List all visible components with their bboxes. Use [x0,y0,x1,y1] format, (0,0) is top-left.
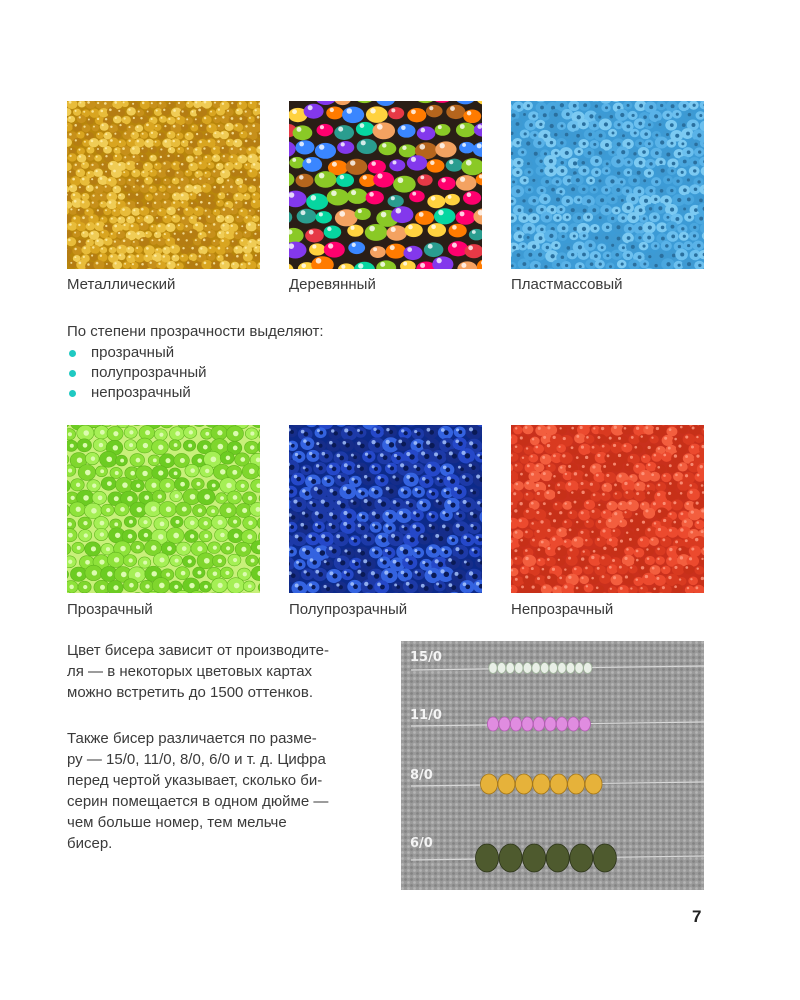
page-number: 7 [692,907,702,926]
wooden-beads-photo [289,101,482,269]
list-item: полупрозрачный [67,363,207,383]
metallic-beads-photo [67,101,260,269]
bead-sizes-photo [401,641,704,890]
bullet-icon [69,390,76,397]
wooden-caption: Деревянный [289,276,376,293]
paragraph-color: Цвет бисера зависит от производите- ля — в некоторых цветовых картах можно встретить до 1500 оттенков. [67,642,330,701]
size-label-15-0: 15/0 [410,650,442,665]
plastic-beads-photo [511,101,704,269]
transparent-caption: Прозрачный [67,601,153,618]
semitransparent-caption: Полупрозрачный [289,601,408,618]
metallic-caption: Металлический [67,276,176,293]
bullet-icon [69,370,76,377]
opaque-caption: Непрозрачный [511,601,614,618]
semitransparent-beads-photo [289,425,482,593]
transparency-heading: По степени прозрачности выделяют: [67,323,324,340]
list-item: прозрачный [67,343,207,363]
transparency-list [67,343,207,403]
opaque-beads-photo [511,425,704,593]
paragraph-size: Также бисер различается по разме- ру — 15/0, 11/0, 8/0, 6/0 и т. д. Цифра перед чертой указывает, сколько би- серин помещается в одном дюйме — чем больше номер, тем мельче бисер. [67,730,329,852]
transparent-beads-photo [67,425,260,593]
bullet-icon [69,350,76,357]
plastic-caption: Пластмассовый [511,276,623,293]
size-label-8-0: 8/0 [410,768,433,783]
list-item: непрозрачный [67,383,207,403]
size-label-6-0: 6/0 [410,836,433,851]
size-label-11-0: 11/0 [410,708,442,723]
